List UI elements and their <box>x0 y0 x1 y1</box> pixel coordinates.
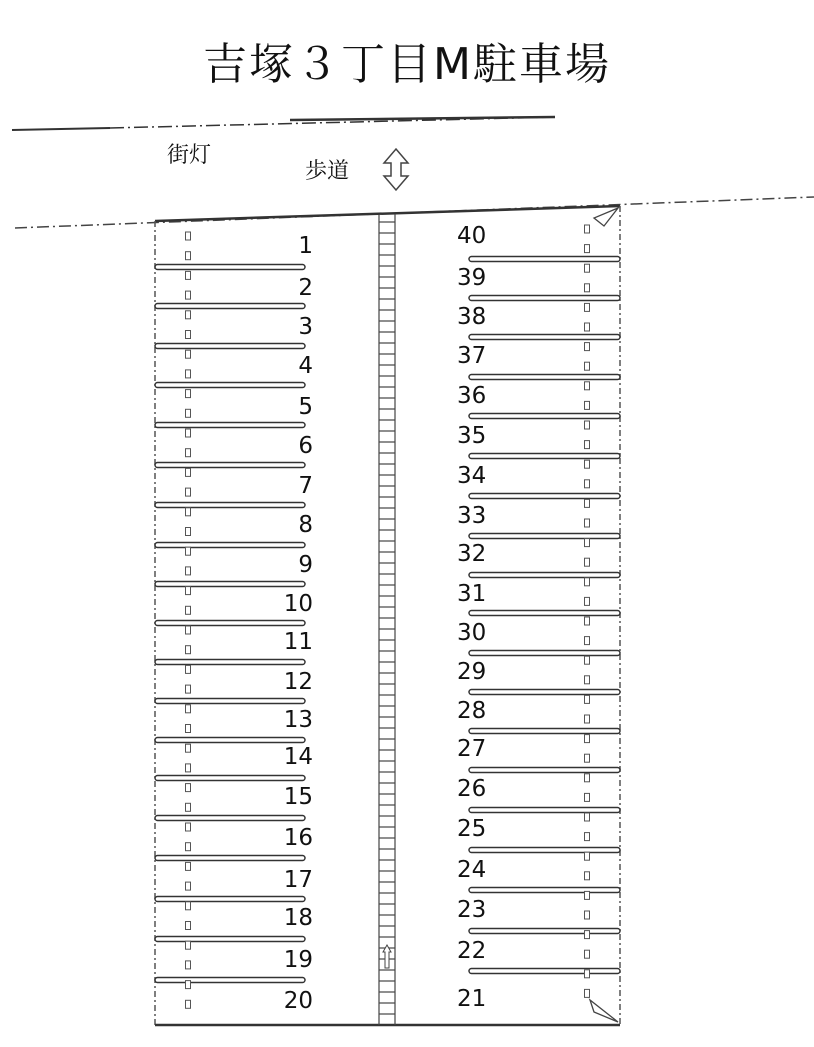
stall-number: 15 <box>283 784 313 810</box>
stall-divider <box>469 651 620 656</box>
stall-number: 7 <box>298 473 313 499</box>
stall-divider <box>155 423 305 428</box>
stall-number: 34 <box>457 463 487 489</box>
stall-number: 35 <box>457 423 487 449</box>
stall-number: 11 <box>283 629 313 655</box>
stall-divider <box>155 816 305 821</box>
stall-number: 29 <box>457 659 487 685</box>
stall-divider <box>469 969 620 974</box>
stall-divider <box>469 375 620 380</box>
stall-number: 10 <box>283 591 313 617</box>
stall-number: 26 <box>457 776 487 802</box>
stall-divider <box>469 414 620 419</box>
stall-number: 6 <box>298 433 313 459</box>
stall-divider <box>155 582 305 587</box>
stall-number: 22 <box>457 938 487 964</box>
stall-divider <box>155 543 305 548</box>
stall-divider <box>469 808 620 813</box>
stall-number: 38 <box>457 304 487 330</box>
stall-number: 31 <box>457 581 487 607</box>
stall-number: 8 <box>298 512 313 538</box>
streetlight-label: 街灯 <box>167 143 212 168</box>
road-edge-line <box>12 117 555 130</box>
stall-number: 33 <box>457 503 487 529</box>
stall-number: 30 <box>457 620 487 646</box>
stall-divider <box>155 383 305 388</box>
sidewalk-arrow-icon <box>384 149 408 190</box>
walkway <box>379 214 395 1025</box>
stall-divider <box>155 699 305 704</box>
stall-divider <box>155 265 305 270</box>
stall-divider <box>155 776 305 781</box>
stall-divider <box>155 660 305 665</box>
stall-number: 32 <box>457 541 487 567</box>
stall-number: 17 <box>283 867 313 893</box>
stall-number: 4 <box>298 353 313 379</box>
stall-number: 2 <box>298 275 313 301</box>
stall-number: 1 <box>298 233 313 259</box>
stall-divider <box>469 888 620 893</box>
streetlight-icon <box>594 208 618 226</box>
stall-divider <box>155 856 305 861</box>
stall-divider <box>469 929 620 934</box>
stall-divider <box>469 573 620 578</box>
stall-divider <box>469 690 620 695</box>
stall-divider <box>155 463 305 468</box>
stall-divider <box>469 335 620 340</box>
stall-number: 16 <box>283 825 313 851</box>
page-title: 吉塚３丁目M駐車場 <box>203 39 611 90</box>
stall-number: 3 <box>298 314 313 340</box>
stall-number: 12 <box>283 669 313 695</box>
stall-number: 21 <box>457 986 487 1012</box>
stall-number: 28 <box>457 698 487 724</box>
stall-divider <box>469 848 620 853</box>
stall-divider <box>469 534 620 539</box>
stall-divider <box>155 738 305 743</box>
stall-divider <box>155 621 305 626</box>
stall-divider <box>155 344 305 349</box>
stall-number: 13 <box>283 707 313 733</box>
streetlight-icon <box>590 1000 618 1022</box>
stall-divider <box>469 454 620 459</box>
stall-divider <box>155 503 305 508</box>
stall-number: 36 <box>457 383 487 409</box>
stall-number: 24 <box>457 857 487 883</box>
stall-divider <box>155 978 305 983</box>
stall-number: 37 <box>457 343 487 369</box>
stall-divider <box>469 729 620 734</box>
sidewalk-label: 歩道 <box>305 159 350 184</box>
stall-number: 14 <box>283 744 313 770</box>
stall-number: 5 <box>298 394 313 420</box>
stall-divider <box>469 257 620 262</box>
stall-number: 40 <box>457 223 487 249</box>
stall-number: 19 <box>283 947 313 973</box>
stall-divider <box>469 296 620 301</box>
stall-number: 27 <box>457 736 487 762</box>
stall-number: 20 <box>283 988 313 1014</box>
stall-number: 25 <box>457 816 487 842</box>
stall-divider <box>155 304 305 309</box>
stall-divider <box>155 937 305 942</box>
stall-number: 23 <box>457 897 487 923</box>
stall-divider <box>469 611 620 616</box>
stall-divider <box>469 768 620 773</box>
stall-number: 39 <box>457 265 487 291</box>
stall-divider <box>469 494 620 499</box>
stall-number: 9 <box>298 552 313 578</box>
stall-number: 18 <box>283 905 313 931</box>
stall-divider <box>155 897 305 902</box>
